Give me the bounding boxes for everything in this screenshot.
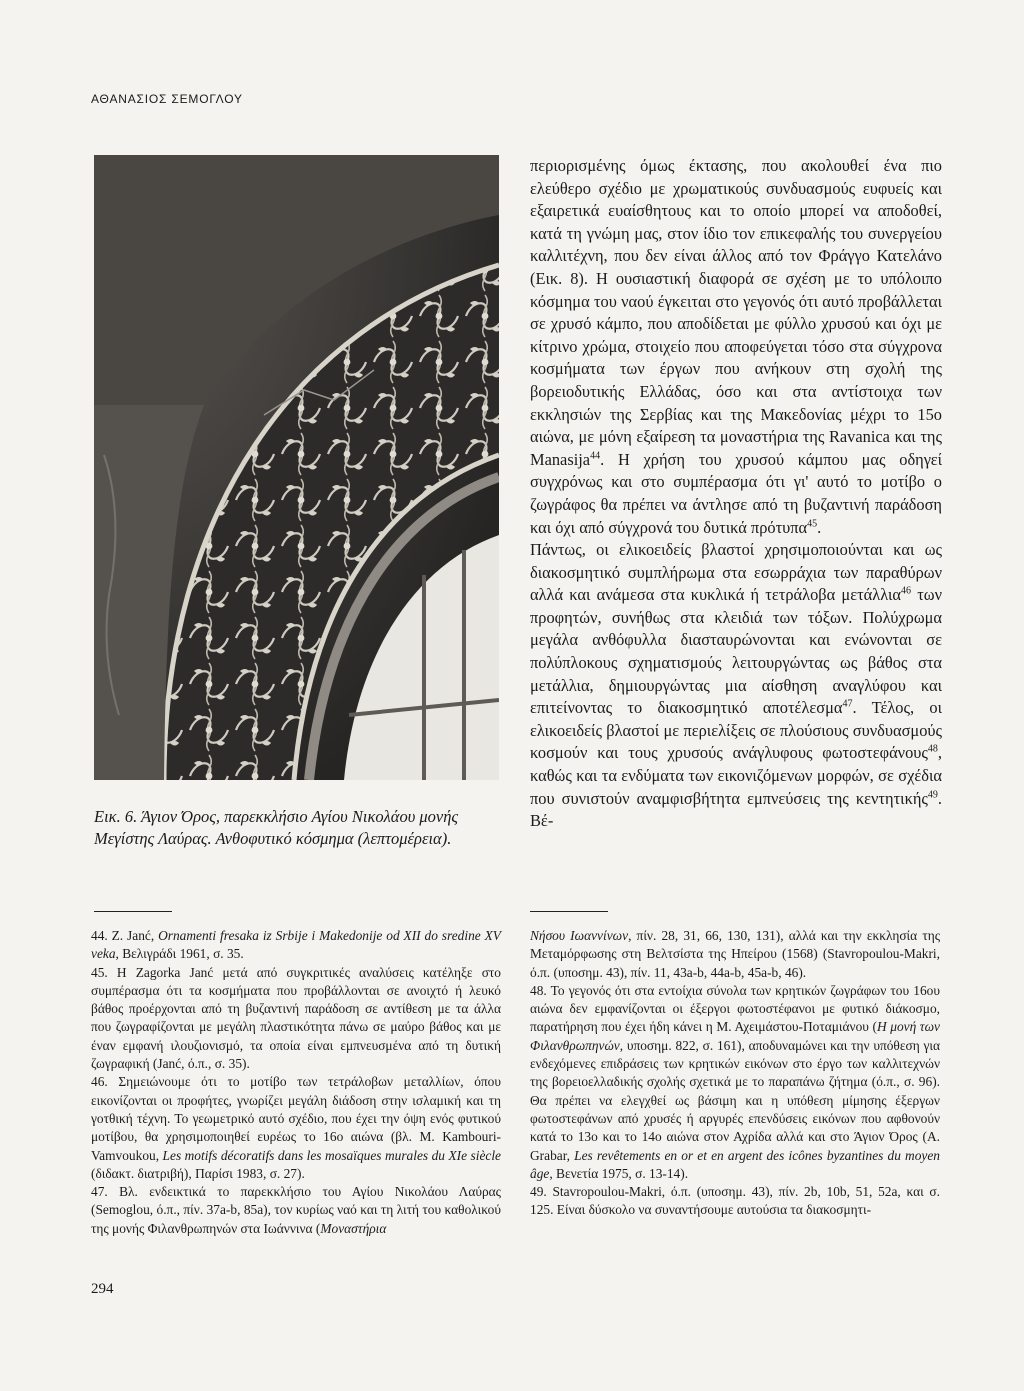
text-run: , καθώς και τα ενδύματα των εικονιζόμενων μορφών, σε σχέδια που συνιστούν αναμφισβήτητα εμπνεύσεις της κεντητικής <box>530 743 942 808</box>
text-run: Η μονή των Φιλανθρωπηνών <box>530 1019 941 1053</box>
text-run: . Τέλος, οι ελικοειδείς βλαστοί με περιελίξεις σε πλούσιους συνδυασμούς κοσμούν και τους χρυσούς ανάγλυφους φωτοστεφάνους <box>530 698 942 763</box>
caption-line-1: Εικ. 6. Άγιον Όρος, παρεκκλήσιο Αγίου Νικολάου μονής <box>94 807 459 826</box>
paragraph-2 <box>530 539 942 833</box>
footnote-46 <box>91 1073 501 1183</box>
text-run: 46. Σημειώνουμε ότι το μοτίβο των τετράλοβων μεταλλίων, όπου εικονίζονται οι προφήτες, γνωρίζει μεγάλη διάδοση στην ισλαμική και τη γοτθική τέχνη. Το γεωμετρικό αυτό σχέδιο, που έχει την όψη ενός φυτικού μοτίβου, θα χρησιμοποιηθεί ευρέως το 16ο αιώνα (βλ. M. Kambouri-Vamvoukou, <box>91 1074 501 1163</box>
caption-line-2: Μεγίστης Λαύρας. Ανθοφυτικό κόσμημα (λεπτομέρεια). <box>94 829 452 848</box>
text-run: περιορισμένης όμως έκτασης, που ακολουθεί ένα πιο ελεύθερο σχέδιο με χρωματικούς συνδυασμούς ευφυείς και εξαιρετικά ευαίσθητους και το οποίο μπορεί να αποδοθεί, κατά τη γνώμη μας, στον ίδιο τον επικεφαλής του συνεργείου καλλιτέχνη, που δεν είναι άλλος από τον Φράγγο Κατελάνο (Εικ. 8). Η ουσιαστική διαφορά σε σχέση με το υπόλοιπο κόσμημα του ναού έγκειται στο γεγονός ότι αυτό προβάλλεται σε χρυσό κάμπο, που αποδίδεται με φύλλο χρυσού και όχι με κίτρινο χρώμα, στοιχείο που αποφεύγεται τόσο στα σύγχρονα κοσμήματα των έργων που ανήκουν στη σχολή της βορειοδυτικής Ελλάδας, όσο και στα αντίστοιχα των εκκλησιών της Σερβίας και της Μακεδονίας μέχρι το 15ο αιώνα, με μόνη εξαίρεση τα μοναστήρια της Ravanica και της Manasija <box>530 156 942 469</box>
footnote-rule-left <box>94 911 172 912</box>
text-run: Μοναστήρια <box>320 1220 387 1236</box>
footnote-47-continued <box>530 927 940 982</box>
paragraph-1 <box>530 155 942 539</box>
footnote-ref[interactable]: 46 <box>900 585 911 597</box>
text-run: Ornamenti fresaka iz Srbije i Makedonije od XII do sredine XV veka <box>91 928 501 962</box>
footnotes-left <box>91 927 501 1238</box>
figure-caption <box>94 806 504 850</box>
footnote-ref[interactable]: 45 <box>807 518 818 530</box>
text-run: Νήσου Ιωαννίνων <box>530 928 629 943</box>
text-run: Les revêtements en or et en argent des icônes byzantines du moyen âge <box>530 1147 940 1181</box>
ornament-illustration <box>94 155 499 780</box>
text-run: , υποσημ. 822, σ. 161), αποδυναμώνει και την υπόθεση για ενδεχόμενες επιδράσεις των κρητικών εικόνων στο έργο των καλλιτεχνών της βορειοελλαδικής σχολής σχετικά με το παραπάνω ζήτημα (ό.π., σ. 96). Θα πρέπει να ελεγχθεί ως βάσιμη και η υπόθεση μίμησης έξεργων φωτοστεφάνων από χρυσές ή αργυρές επενδύσεις εικόνων που αφθονούν κατά το 13ο και το 14ο αιώνα στον Αχρίδα αλλά και στο Άγιον Όρος (A. Grabar, <box>530 1037 940 1163</box>
text-run: 44. Z. Janć, <box>91 928 159 943</box>
footnote-49: 49. Stavropoulou-Makri, ό.π. (υποσημ. 43), πίν. 2b, 10b, 51, 52a, και σ. 125. Είναι δύσκολο να συναντήσουμε αυτούσια τα διακοσμητι- <box>530 1184 940 1218</box>
text-run: . Βέ- <box>530 788 942 831</box>
text-run: Πάντως, οι ελικοειδείς βλαστοί χρησιμοποιούνται και ως διακοσμητικό συμπλήρωμα στα εσωρράχια των παραθύρων αλλά και ανάμεσα στα κυκλικά ή τετράλοβα μετάλλια <box>530 540 942 605</box>
footnote-48 <box>530 982 940 1183</box>
footnotes-right <box>530 927 940 1220</box>
main-text-column <box>530 155 942 833</box>
fresco-photograph <box>94 155 499 780</box>
page-number: 294 <box>91 1281 114 1297</box>
footnote-ref[interactable]: 47 <box>842 698 853 710</box>
footnote-47 <box>91 1183 501 1238</box>
footnote-44 <box>91 927 501 964</box>
text-run: 48. Το γεγονός ότι στα εντοίχια σύνολα των κρητικών ζωγράφων του 16ου αιώνα δεν εμφανίζονται οι έξεργοι φωτοστέφανοι με φυτικό διάκοσμο, παρατήρηση που έχει ήδη κάνει η Μ. Αχειμάστου-Ποταμιάνου ( <box>530 982 940 1035</box>
text-run: των προφητών, συνήθως στα κλειδιά των τόξων. Πολύχρωμα μεγάλα ανθόφυλλα διασταυρώνονται και ενώνονται σε πολύπλοκους σχηματισμούς λειτουργώντας ως βάθος στα μετάλλια, δημιουργώντας μια αίσθηση αναγλύφου και επιτείνοντας το διακοσμητικό αποτέλεσμα <box>530 585 942 718</box>
text-run: . <box>817 517 822 537</box>
text-run: , Βενετία 1975, σ. 13-14). <box>549 1165 689 1181</box>
text-run: . Η χρήση του χρυσού κάμπου μας οδηγεί συγχρόνως και στο συμπέρασμα ότι γι' αυτό το μοτίβο ο ζωγράφος θα πρέπει να άντλησε από τη βυζαντινή παράδοση και όχι από σύγχρονά του δυτικά πρότυπα <box>530 449 942 537</box>
footnote-rule-right <box>530 911 608 912</box>
footnote-ref[interactable]: 44 <box>590 450 601 462</box>
text-run: Les motifs décoratifs dans les mosaïques murales du XIe siècle <box>162 1147 501 1163</box>
running-head: ΑΘΑΝΑΣΙΟΣ ΣΕΜΟΓΛΟΥ <box>91 92 243 106</box>
footnote-45: 45. Η Zagorka Janć μετά από συγκριτικές αναλύσεις κατέληξε στο συμπέρασμα ότι τα κοσμήματα που προβάλλονται σε ανοιχτό ή λευκό βάθος προέρχονται από τη βυζαντινή παράδοση σε αντίθεση με τα άλλα που ζωγραφίζονται με μεγάλη πλαστικότητα πάνω σε μαύρο βάθος και με έναν εμφανή ιλουζιονισμό, τα οποία είναι εμπνευσμένα από τη δυτική ζωγραφική (Janć, ό.π., σ. 35). <box>91 964 501 1072</box>
text-run: , Βελιγράδι 1961, σ. 35. <box>115 946 244 962</box>
text-run: (διδακτ. διατριβή), Παρίσι 1983, σ. 27). <box>91 1165 305 1181</box>
footnote-ref[interactable]: 49 <box>927 789 938 801</box>
text-run: , πίν. 28, 31, 66, 130, 131), αλλά και την εκκλησία της Μεταμόρφωσης στη Βελτσίστα της Ηπείρου (1568) (Stavropoulou-Makri, ό.π. (υποσημ. 43), πίν. 11, 43a-b, 44a-b, 45a-b, 46). <box>530 928 941 980</box>
footnote-ref[interactable]: 48 <box>927 743 938 755</box>
text-run: 47. Βλ. ενδεικτικά το παρεκκλήσιο του Αγίου Νικολάου Λαύρας (Semoglou, ό.π., πίν. 37a-b, 85a), τον κυρίως ναό και τη λιτή του καθολικού της μονής Φιλανθρωπηνών στα Ιωάννινα ( <box>91 1184 501 1236</box>
